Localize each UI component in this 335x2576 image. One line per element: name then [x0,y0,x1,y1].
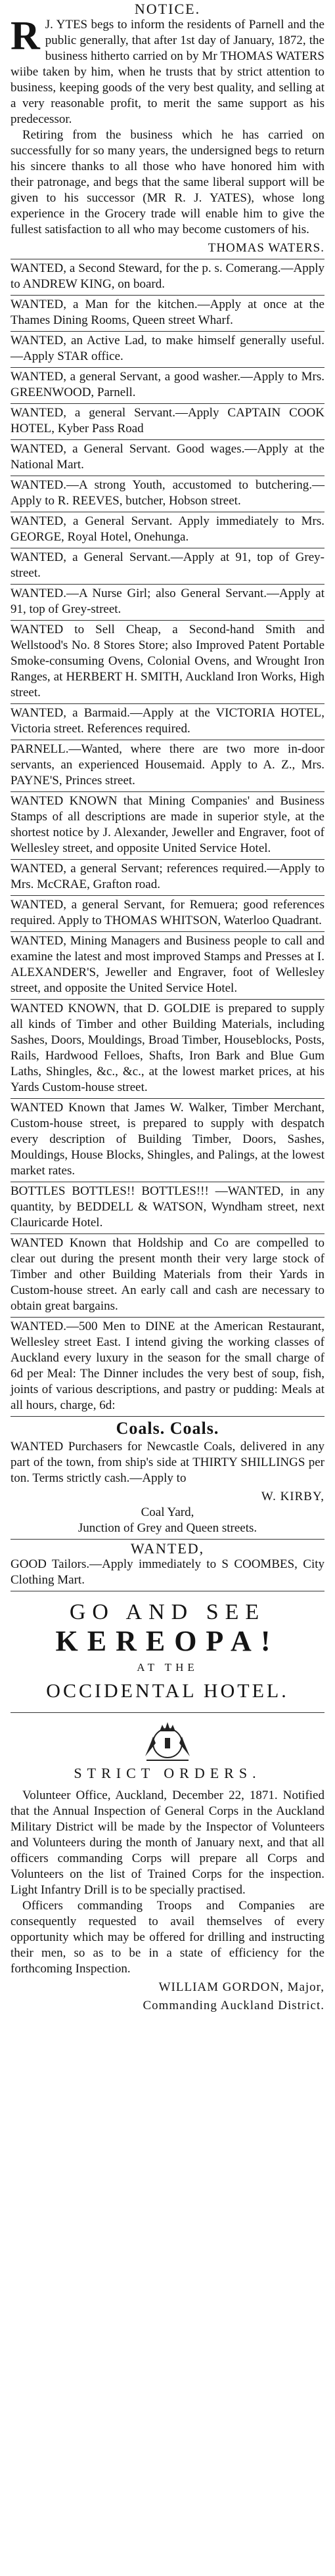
classified-ad [11,1318,324,1417]
classified-ad-text: BOTTLES BOTTLES!! BOTTLES!!! —WANTED, in any quantity, by BEDDELL & WATSON, Wyndham street, next Clauricarde Hotel. [11,1184,324,1230]
volunteer-body: Volunteer Office, Auckland, December 22, 1871. Notified that the Annual Inspection of General Corps in the Auckland Military District will be made by the Inspector of Volunteers and Volunteers during the month of January next, and that all officers commanding Corps will prepare all Corps and Volunteers on the list of Trained Corps for the inspection. Light Infantry Drill is to be specially practised. [11,1788,324,1897]
kereopa-line-4: OCCIDENTAL HOTEL. [46,1680,289,1702]
classified-ad-text: WANTED, a general Servant, for Remuera; good references required. Apply to THOMAS WHITSON, Waterloo Quadrant. [11,898,324,927]
classified-ad [11,1099,324,1182]
royal-crest-icon [140,1717,195,1763]
kereopa-line-3: AT THE [137,1661,198,1674]
classified-ad [11,548,324,585]
coals-yard: Coal Yard, [141,1505,194,1519]
volunteer-body-second: Officers commanding Troops and Companies are consequently requested to avail themselves of every opportunity which may be offered for drilling and instructing their men, so as to be in a state of efficiency for the forthcoming Inspection. [11,1899,324,1976]
classified-ad [11,1234,324,1318]
classified-ad [11,740,324,792]
coals-signature: W. KIRBY, [261,1490,324,1503]
classified-ad-text: WANTED, a General Servant.—Apply at 91, top of Grey-street. [11,550,324,580]
notice-body-second: Retiring from the business which he has carried on successfully for so many years, the undersigned begs to return his sincere thanks to all those who have honored him with their patronage, and begs that the same liberal support will be given to his successor (MR R. J. YATES), whose long experience in the Grocery trade will enable him to give the fullest satisfaction to all who may become customers of his. [11,128,324,236]
classified-ad [11,512,324,548]
coals-body: WANTED Purchasers for Newcastle Coals, delivered in any part of the town, from ship's side at THIRTY SHILLINGS per ton. Terms strictly cash.—Apply to [11,1440,324,1485]
classified-ad [11,896,324,932]
coals-title: Coals. Coals. [116,1419,219,1438]
classified-ad [11,621,324,704]
classified-ad [11,404,324,440]
classified-ad-text: WANTED, a General Servant. Good wages.—Apply at the National Mart. [11,442,324,472]
classified-ad [11,704,324,740]
classified-ad [11,792,324,860]
classified-ad [11,932,324,1000]
notice-signature: THOMAS WATERS. [208,241,324,255]
tailors-body: GOOD Tailors.—Apply immediately to S COOMBES, City Clothing Mart. [11,1557,324,1587]
notice-title: NOTICE. [134,1,201,17]
classified-ad-text: WANTED.—A Nurse Girl; also General Servant.—Apply at 91, top of Grey-street. [11,587,324,616]
tailors-title: WANTED, [130,1540,205,1557]
classified-ad [11,860,324,896]
kereopa-ad [11,1591,324,1713]
classified-ad [11,259,324,296]
classified-ad [11,368,324,404]
classified-ad-text: WANTED, a general Servant.—Apply CAPTAIN COOK HOTEL, Kyber Pass Road [11,406,324,435]
notice-body [11,14,324,127]
coals-address: Junction of Grey and Queen streets. [78,1521,257,1535]
kereopa-line-1: GO AND SEE [69,1600,266,1624]
classified-ad-text: WANTED KNOWN that Mining Companies' and Business Stamps of all descriptions are made in superior style, at the shortest notice by J. Alexander, Jeweller and Engraver, foot of Wellesley street, and opposite United Service Hotel. [11,794,324,855]
kereopa-line-2: KEREOPA! [55,1625,280,1657]
classified-ad-text: WANTED Known that James W. Walker, Timber Merchant, Custom-house street, is prepared to supply with despatch every description of Building Timber, Doors, Sashes, Mouldings, House Blocks, Shingles, and Palings, at the lowest market rates. [11,1101,324,1178]
classified-ad-text: WANTED, a Man for the kitchen.—Apply at once at the Thames Dining Rooms, Queen street Wharf. [11,298,324,327]
notice-dropcap: R [11,14,40,58]
classified-ad-text: WANTED, a general Servant, a good washer.—Apply to Mrs. GREENWOOD, Parnell. [11,370,324,399]
classified-ad-text: PARNELL.—Wanted, where there are two more in-door servants, an experienced Housemaid. Apply to A. Z., Mrs. PAYNE'S, Princes street. [11,742,324,788]
volunteer-title: STRICT ORDERS. [74,1765,261,1781]
classified-ad-text: WANTED.—500 Men to DINE at the American Restaurant, Wellesley street East. I intend giving the working classes of Auckland every luxury in the season for the small charge of 6d per Meal: The Dinner includes the very best of soup, fish, joints of various descriptions, and pastry or pudding: Meals at all hours, charge, 6d: [11,1320,324,1412]
classified-ad [11,1182,324,1234]
classified-ad [11,1000,324,1099]
classified-ad-text: WANTED to Sell Cheap, a Second-hand Smith and Wellstood's No. 8 Stores Store; also Improved Patent Portable Smoke-consuming Ovens, Colonial Ovens, and Wrought Iron Ranges, at HERBERT H. SMITH, Auckland Iron Works, High street. [11,623,324,700]
classified-ads-list [11,259,324,1417]
classified-ad-text: WANTED, a General Servant. Apply immediately to Mrs. GEORGE, Royal Hotel, Onehunga. [11,514,324,544]
classified-ad [11,440,324,476]
classified-ad-text: WANTED, an Active Lad, to make himself generally useful.—Apply STAR office. [11,334,324,363]
classified-ad [11,585,324,621]
volunteer-orders [11,1717,324,2014]
notice-block [11,0,324,259]
classified-ad [11,476,324,512]
classified-ad [11,332,324,368]
column-content [11,0,324,2014]
classified-ad-text: WANTED, a Barmaid.—Apply at the VICTORIA HOTEL, Victoria street. References required. [11,706,324,736]
volunteer-signature: WILLIAM GORDON, Major, [158,1980,324,1994]
coals-ad [11,1417,324,1540]
classified-ad-text: WANTED Known that Holdship and Co are compelled to clear out during the present month their very large stock of Timber and other Building Materials from their Yards in Custom-house street. An early call and cash are necessary to obtain great bargains. [11,1236,324,1313]
notice-body-text: J. YTES begs to inform the residents of Parnell and the public generally, that after 1st day of January, 1872, the business hitherto carried on by Mr THOMAS WATERS wiibe taken by him, when he trusts that by strict attention to business, keeping goods of the very best quality, and selling at a very reasonable profit, to merit the same support as his predecessor. [11,18,324,126]
classified-ad-text: WANTED, a Second Steward, for the p. s. Comerang.—Apply to ANDREW KING, on board. [11,261,324,291]
classified-ad-text: WANTED, Mining Managers and Business people to call and examine the latest and most improved Stamps and Presses at I. ALEXANDER'S, Jeweller and Engraver, foot of Wellesley street, and opposite the United Service Hotel. [11,934,324,995]
classified-ad-text: WANTED, a general Servant; references required.—Apply to Mrs. McCRAE, Grafton road. [11,862,324,891]
classified-ad-text: WANTED.—A strong Youth, accustomed to butchering.—Apply to R. REEVES, butcher, Hobson street. [11,478,324,508]
tailors-ad [11,1540,324,1591]
classified-ad [11,296,324,332]
volunteer-signature-title: Commanding Auckland District. [143,1999,324,2012]
classified-ad-text: WANTED KNOWN, that D. GOLDIE is prepared to supply all kinds of Timber and other Building Materials, including Sashes, Doors, Mouldings, Broad Timber, Houseblocks, Posts, Rails, Hardwood Felloes, Shafts, Iron Bark and Blue Gum Laths, Shingles, &c., &c., at the lowest market prices, at his Yards Custom-house street. [11,1002,324,1094]
